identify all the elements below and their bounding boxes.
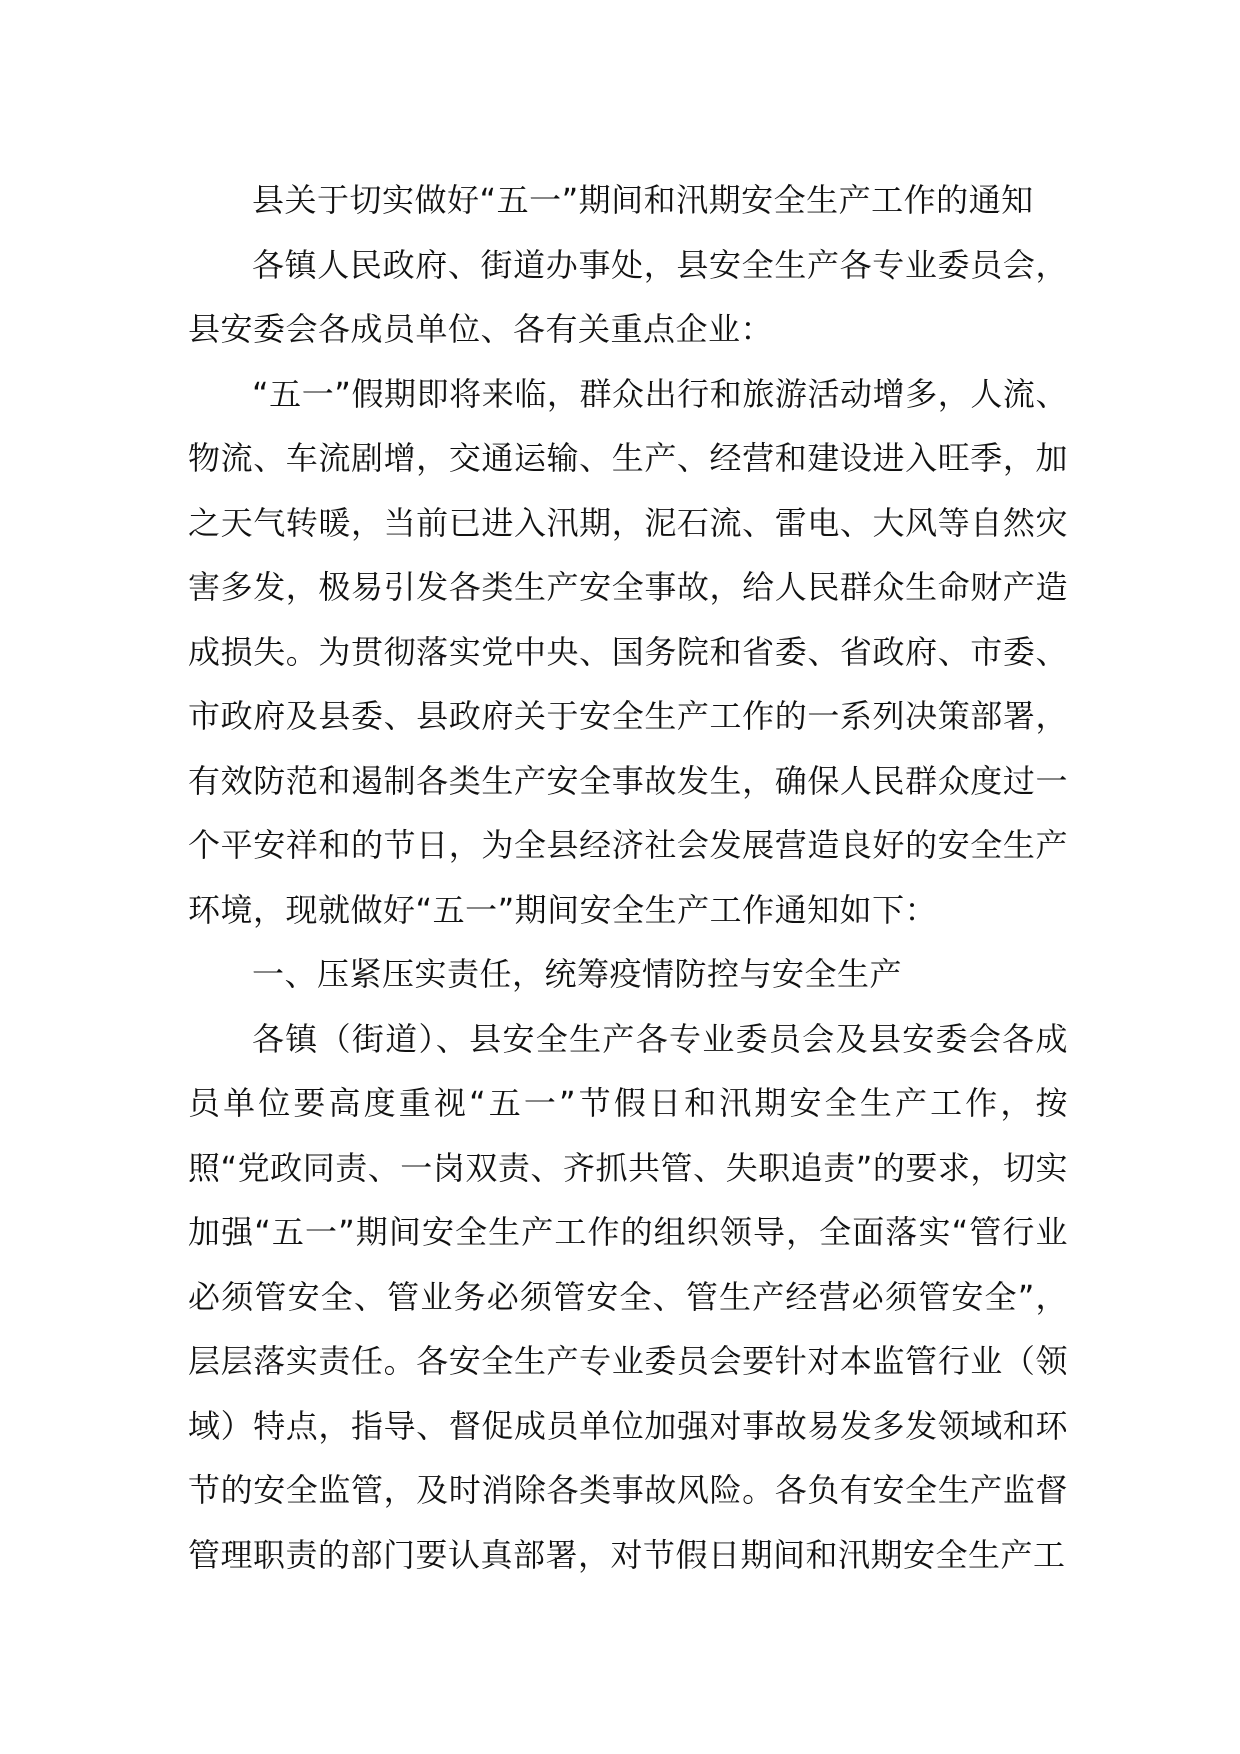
document-title: 县关于切实做好“五一”期间和汛期安全生产工作的通知 (252, 181, 1034, 219)
section-1-heading: 一、压紧压实责任，统筹疫情防控与安全生产 (252, 955, 903, 993)
intro-paragraph: “五一”假期即将来临，群众出行和旅游活动增多，人流、物流、车流剧增，交通运输、生产、经营和建设进入旺季，加之天气转暖，当前已进入汛期，泥石流、雷电、大风等自然灾害多发，极易引发各类生产安全事故，给人民群众生命财产造成损失。为贯彻落实党中央、国务院和省委、省政府、市委、市政府及县委、县政府关于安全生产工作的一系列决策部署，有效防范和遏制各类生产安全事故发生，确保人民群众度过一个平安祥和的节日，为全县经济社会发展营造良好的安全生产环境，现就做好“五一”期间安全生产工作通知如下： (188, 374, 1068, 929)
addressee-paragraph: 各镇人民政府、街道办事处，县安全生产各专业委员会，县安委会各成员单位、各有关重点企业： (188, 245, 1068, 348)
section-1-body: 各镇（街道）、县安全生产各专业委员会及县安委会各成员单位要高度重视“五一”节假日和汛期安全生产工作，按照“党政同责、一岗双责、齐抓共管、失职追责”的要求，切实加强“五一”期间安全生产工作的组织领导，全面落实“管行业必须管安全、管业务必须管安全、管生产经营必须管安全”，层层落实责任。各安全生产专业委员会要针对本监管行业（领域）特点，指导、督促成员单位加强对事故易发多发领域和环节的安全监管，及时消除各类事故风险。各负有安全生产监督管理职责的部门要认真部署，对节假日期间和汛期安全生产工 (188, 1019, 1068, 1574)
document-page (188, 168, 1068, 1587)
